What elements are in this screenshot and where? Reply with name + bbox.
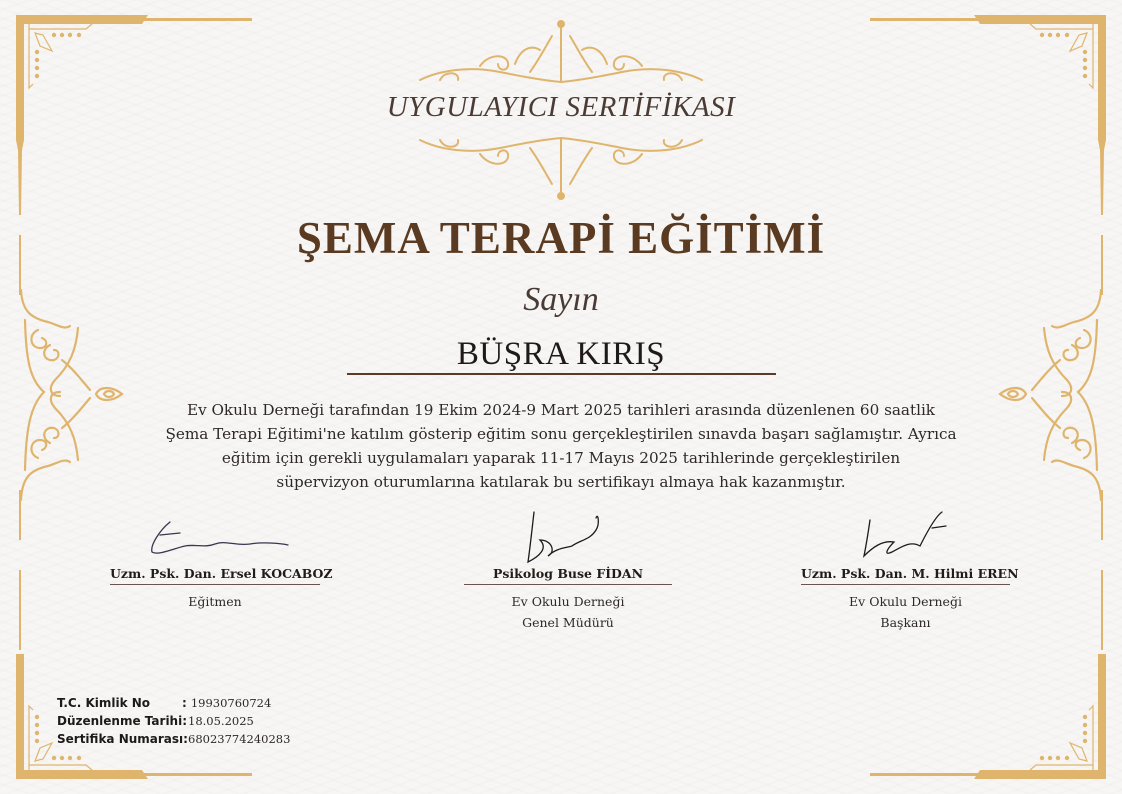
certificate-details bbox=[57, 694, 290, 748]
signatory-role: Genel Müdürü bbox=[522, 615, 614, 630]
signatory-eren bbox=[801, 566, 1019, 633]
signature-line bbox=[801, 584, 1010, 585]
signatory-role: Başkanı bbox=[880, 615, 931, 630]
body-line: eğitim için gerekli uygulamaları yaparak 11-17 Mayıs 2025 tarihlerinde gerçekleştirilen bbox=[221, 449, 901, 467]
signature-kocaboz-icon bbox=[152, 522, 288, 553]
cert-no-label: Sertifika Numarası: bbox=[57, 732, 188, 746]
body-line: süpervizyon oturumlarına katılarak bu sertifikayı almaya hak kazanmıştır. bbox=[276, 473, 846, 491]
tc-value: 19930760724 bbox=[190, 696, 272, 710]
signature-line bbox=[464, 584, 672, 585]
signature-line bbox=[110, 584, 320, 585]
signatory-role: Ev Okulu Derneği bbox=[511, 594, 625, 609]
issue-date-label: Düzenlenme Tarihi: bbox=[57, 714, 188, 728]
signatory-kocaboz bbox=[110, 566, 333, 612]
recipient-name: BÜŞRA KIRIŞ bbox=[456, 336, 666, 372]
tc-separator: : bbox=[182, 696, 187, 710]
certificate-title: ŞEMA TERAPİ EĞİTİMİ bbox=[296, 213, 826, 263]
issue-date-value: 18.05.2025 bbox=[188, 714, 254, 728]
issue-date-row bbox=[57, 712, 290, 730]
signatory-role: Ev Okulu Derneği bbox=[849, 594, 962, 609]
tc-row bbox=[57, 694, 290, 712]
cert-no-row bbox=[57, 730, 290, 748]
body-line: Ev Okulu Derneği tarafından 19 Ekim 2024-9 Mart 2025 tarihleri arasında düzenlenen 60 saatlik bbox=[186, 401, 936, 419]
signatory-name: Uzm. Psk. Dan. Ersel KOCABOZ bbox=[110, 566, 333, 581]
body-line: Şema Terapi Eğitimi'ne katılım gösterip eğitim sonu gerçekleştirilen sınavda başarı sağlamıştır. Ayrıca bbox=[165, 425, 957, 443]
signature-eren-icon bbox=[864, 512, 942, 556]
signatory-name: Uzm. Psk. Dan. M. Hilmi EREN bbox=[801, 566, 1019, 581]
signatory-name: Psikolog Buse FİDAN bbox=[492, 566, 644, 581]
certificate-body bbox=[0, 398, 1122, 494]
tc-label: T.C. Kimlik No bbox=[57, 696, 151, 710]
signature-fidan-icon bbox=[528, 512, 598, 562]
certificate-subtitle: UYGULAYICI SERTİFİKASI bbox=[386, 91, 736, 123]
cert-no-value: 68023774240283 bbox=[188, 732, 291, 746]
recipient-name-underline bbox=[347, 373, 776, 375]
signatory-fidan bbox=[464, 566, 672, 633]
signatory-role: Eğitmen bbox=[188, 594, 242, 609]
salutation: Sayın bbox=[523, 281, 599, 318]
